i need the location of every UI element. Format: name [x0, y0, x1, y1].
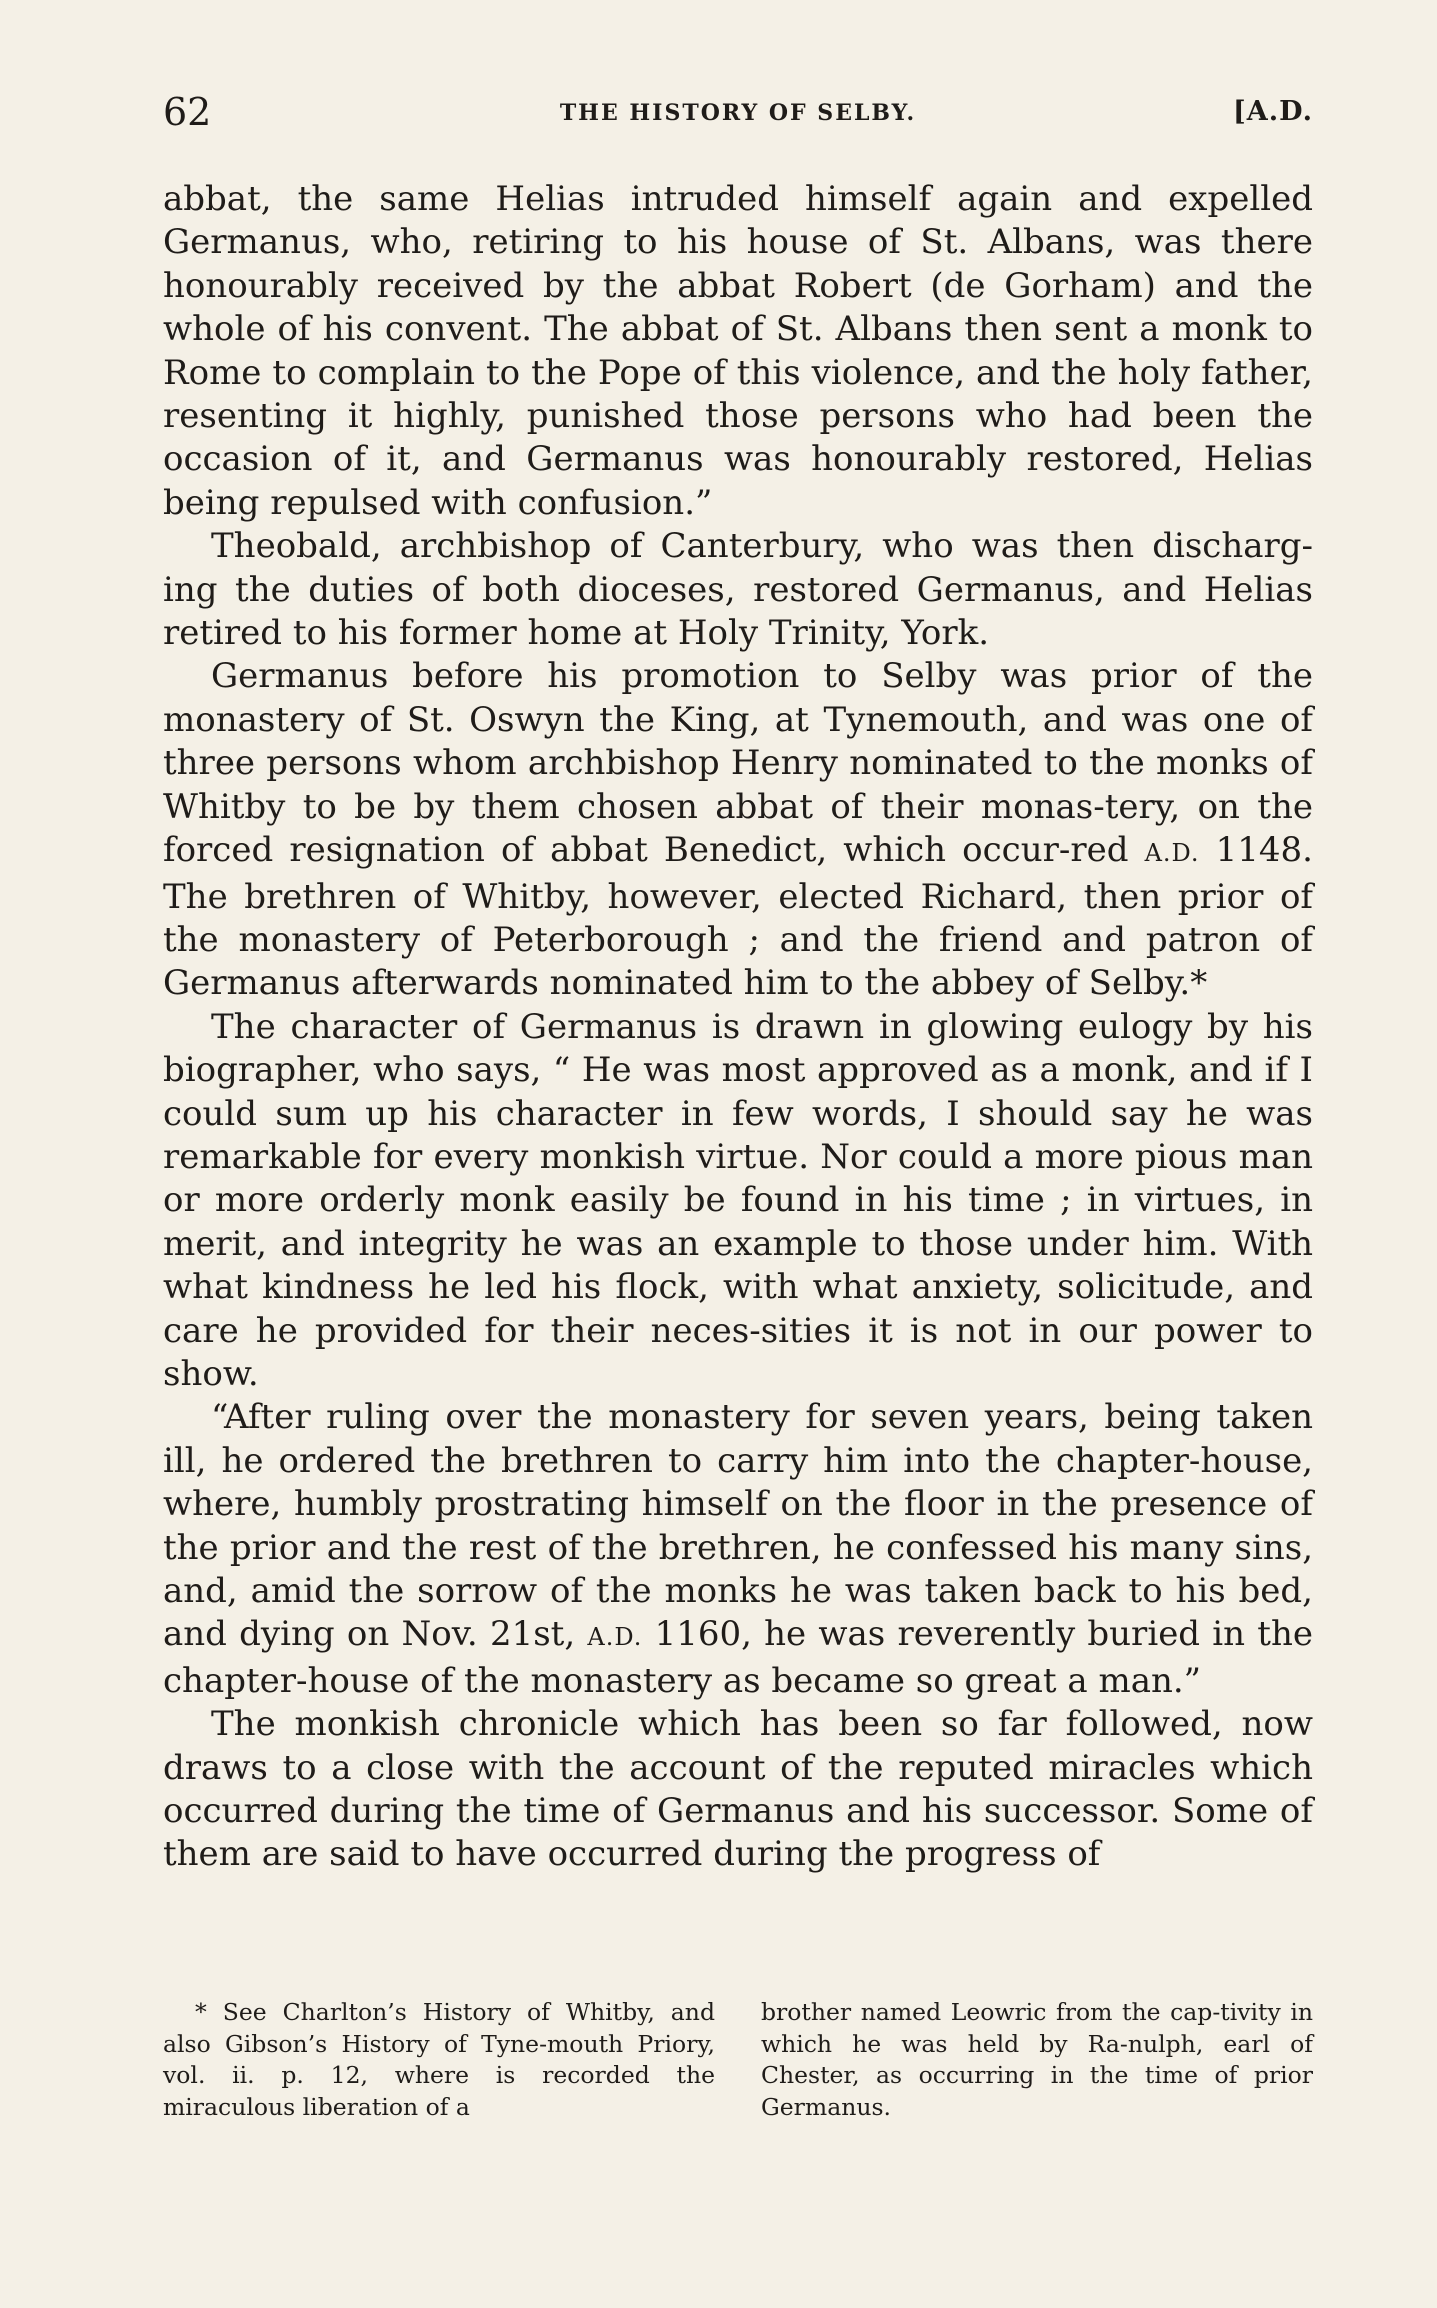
main-text	[163, 178, 1313, 1877]
footnote	[163, 1997, 1313, 2123]
header-date-marker: [A.D.	[1233, 96, 1313, 127]
paragraph: abbat, the same Helias intruded himself again and expelled Germanus, who, retiring to his house of St. Albans, was there honourably received by the abbat Robert (de Gorham) and the whole of his convent. The abbat of St. Albans then sent a monk to Rome to complain to the Pope of this violence, and the holy father, resenting it highly, punished those persons who had been the occasion of it, and Germanus was honourably restored, Helias being repulsed with confusion.”	[163, 179, 1313, 523]
page-header	[163, 90, 1313, 146]
paragraph: Theobald, archbishop of Canterbury, who was then discharg-ing the duties of both dioceses, restored Germanus, and Helias retired to his former home at Holy Trinity, York.	[163, 526, 1313, 654]
paragraph: “After ruling over the monastery for seven years, being taken ill, he ordered the brethren to carry him into the chapter-house, where, humbly prostrating himself on the floor in the presence of the prior and the rest of the brethren, he confessed his many sins, and, amid the sorrow of the monks he was taken back to his bed, and dying on Nov. 21st, A.D. 1160, he was reverently buried in the chapter-house of the monastery as became so great a man.”	[163, 1397, 1313, 1701]
footnote-column-left: * See Charlton’s History of Whitby, and also Gibson’s History of Tyne-mouth Priory, vol. ii. p. 12, where is recorded the miraculous liberation of a	[163, 1998, 715, 2121]
page-number: 62	[163, 90, 212, 134]
small-caps-era: A.D.	[1144, 839, 1200, 868]
paragraph: The character of Germanus is drawn in glowing eulogy by his biographer, who says, “ He was most approved as a monk, and if I could sum up his character in few words, I should say he was remarkable for every monkish virtue. Nor could a more pious man or more orderly monk easily be found in his time ; in virtues, in merit, and integrity he was an example to those under him. With what kindness he led his flock, with what anxiety, solicitude, and care he provided for their neces-sities it is not in our power to show.	[163, 1006, 1313, 1394]
running-title: THE HISTORY OF SELBY.	[559, 100, 917, 126]
paragraph: The monkish chronicle which has been so far followed, now draws to a close with the account of the reputed miracles which occurred during the time of Germanus and his successor. Some of them are said to have occurred during the progress of	[163, 1704, 1313, 1875]
small-caps-era: A.D.	[587, 1623, 643, 1652]
footnote-column-right: brother named Leowric from the cap-tivity in which he was held by Ra-nulph, earl of Chester, as occurring in the time of prior Germanus.	[761, 1998, 1313, 2121]
paragraph: Germanus before his promotion to Selby was prior of the monastery of St. Oswyn the King, at Tynemouth, and was one of three persons whom archbishop Henry nominated to the monks of Whitby to be by them chosen abbat of their monas-tery, on the forced resignation of abbat Benedict, which occur-red A.D. 1148. The brethren of Whitby, however, elected Richard, then prior of the monastery of Peterborough ; and the friend and patron of Germanus afterwards nominated him to the abbey of Selby.*	[163, 656, 1313, 1004]
